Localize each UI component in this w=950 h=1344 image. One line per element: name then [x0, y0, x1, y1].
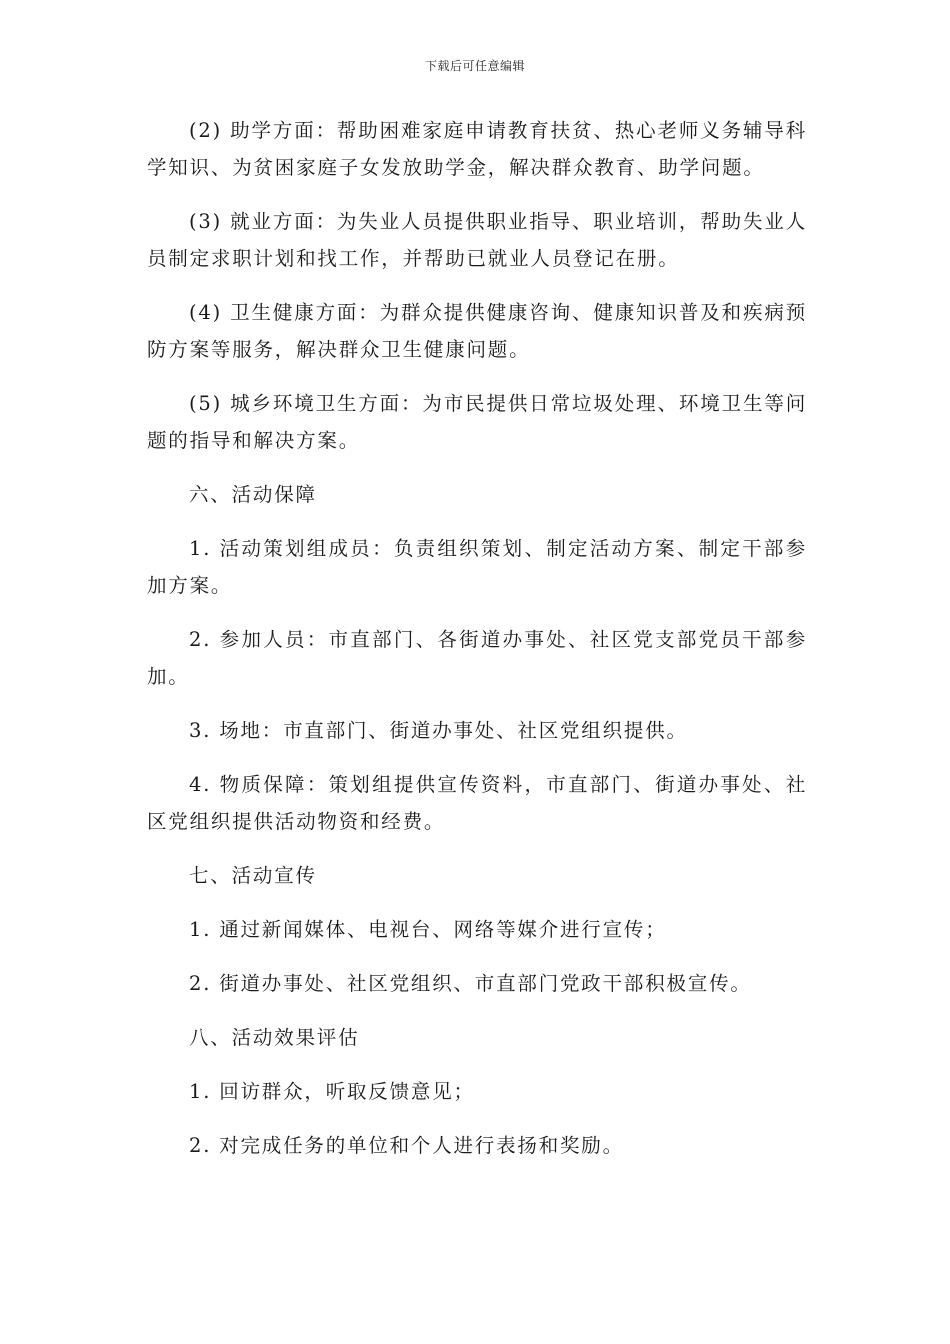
- paragraph-study-assistance: (2) 助学方面：帮助困难家庭申请教育扶贫、热心老师义务辅导科学知识、为贫困家庭子女发放助学金，解决群众教育、助学问题。: [147, 119, 807, 179]
- paragraph-employment: (3) 就业方面：为失业人员提供职业指导、职业培训，帮助失业人员制定求职计划和找工作，并帮助已就业人员登记在册。: [147, 210, 807, 270]
- document-body: [147, 112, 807, 1181]
- paragraph-environment: (5) 城乡环境卫生方面：为市民提供日常垃圾处理、环境卫生等问题的指导和解决方案。: [147, 392, 807, 452]
- list-item-participants: 2. 参加人员：市直部门、各街道办事处、社区党支部党员干部参加。: [147, 628, 807, 688]
- section-heading-publicity: 七、活动宣传: [189, 864, 317, 887]
- section-heading-activity-guarantee: 六、活动保障: [189, 483, 317, 506]
- list-item-venue: 3. 场地：市直部门、街道办事处、社区党组织提供。: [189, 719, 688, 742]
- list-item-media-publicity: 1. 通过新闻媒体、电视台、网络等媒介进行宣传；: [189, 918, 667, 941]
- list-item-cadre-publicity: 2. 街道办事处、社区党组织、市直部门党政干部积极宣传。: [189, 972, 752, 995]
- page-header-note: 下载后可任意编辑: [424, 59, 525, 73]
- list-item-planning-team: 1. 活动策划组成员：负责组织策划、制定活动方案、制定干部参加方案。: [147, 537, 807, 597]
- list-item-commendation: 2. 对完成任务的单位和个人进行表扬和奖励。: [189, 1134, 624, 1157]
- list-item-material-support: 4. 物质保障：策划组提供宣传资料，市直部门、街道办事处、社区党组织提供活动物资和经费。: [147, 773, 807, 833]
- section-heading-evaluation: 八、活动效果评估: [189, 1026, 360, 1049]
- list-item-feedback: 1. 回访群众，听取反馈意见；: [189, 1080, 475, 1103]
- paragraph-health: (4) 卫生健康方面：为群众提供健康咨询、健康知识普及和疾病预防方案等服务，解决群众卫生健康问题。: [147, 301, 807, 361]
